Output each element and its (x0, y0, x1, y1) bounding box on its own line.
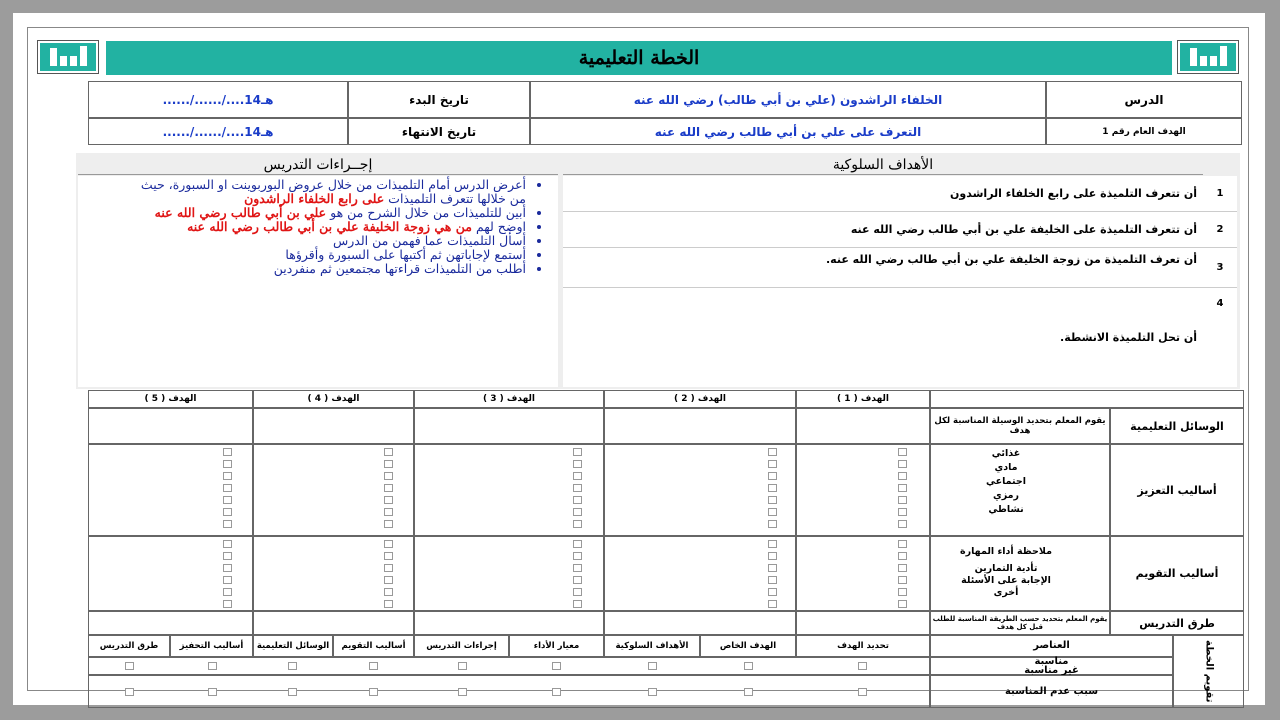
fit-checkbox[interactable] (744, 662, 753, 670)
reason-checkbox[interactable] (208, 688, 217, 696)
col-motivation-methods: أساليب التحفيز (170, 635, 253, 657)
page-frame (27, 27, 1249, 703)
objective-2: أن تتعرف التلميذة على الخليفة علي بن أبي طالب رضي الله عنه (563, 212, 1203, 248)
reinforce-checkbox[interactable] (573, 472, 582, 480)
eval-checkbox[interactable] (223, 564, 232, 572)
objectives-heading: الأهداف السلوكية (563, 155, 1203, 175)
means-goal-2[interactable] (604, 408, 796, 444)
reason-checkbox[interactable] (858, 688, 867, 696)
reinforce-checkbox[interactable] (384, 472, 393, 480)
eval-checkbox[interactable] (898, 540, 907, 548)
fit-checkbox[interactable] (125, 662, 134, 670)
means-goal-3[interactable] (414, 408, 604, 444)
end-date-value[interactable]: ....../....../....14هـ (88, 118, 348, 145)
means-goal-5[interactable] (88, 408, 253, 444)
eval-checkbox[interactable] (898, 576, 907, 584)
reinforce-checkbox[interactable] (384, 460, 393, 468)
procedure-1: • أعرض الدرس أمام التلميذات من خلال عروض البوربوينت او السبورة، حيث من خلالها تتعرف التلميذات على رابع الخلفاء الراشدون (138, 178, 526, 206)
methods-goal-4[interactable] (253, 611, 414, 635)
lesson-title: الخلفاء الراشدون (علي بن أبي طالب) رضي الله عنه (530, 81, 1046, 118)
reinforce-checkbox[interactable] (768, 508, 777, 516)
reinforce-checkbox[interactable] (384, 484, 393, 492)
unfit-label: غير مناسبة (1024, 665, 1079, 676)
eval-checkbox[interactable] (223, 600, 232, 608)
eval-checkbox[interactable] (223, 540, 232, 548)
eval-goal-1 (796, 536, 930, 611)
eval-option-exercises: تأدية التمارين (974, 563, 1038, 574)
col-teaching-aids: الوسائل التعليمية (253, 635, 333, 657)
start-date-label: تاريخ البدء (348, 81, 530, 118)
col-performance-standard: معيار الأداء (509, 635, 604, 657)
reinforce-checkbox[interactable] (384, 448, 393, 456)
eval-checkbox[interactable] (384, 600, 393, 608)
fit-checkbox[interactable] (552, 662, 561, 670)
objective-1: أن تتعرف التلميذة على رابع الخلفاء الراشدون (563, 176, 1203, 212)
fit-checkbox[interactable] (208, 662, 217, 670)
procedure-6: • أطلب من التلميذات قراءتها مجتمعين ثم منفردين (138, 262, 526, 276)
fit-checkbox[interactable] (288, 662, 297, 670)
reinforce-checkbox[interactable] (768, 496, 777, 504)
elements-label: العناصر (930, 635, 1173, 657)
eval-checkbox[interactable] (768, 576, 777, 584)
eval-checkbox[interactable] (223, 552, 232, 560)
fit-checkbox[interactable] (858, 662, 867, 670)
goal-4-header: الهدف ( 4 ) (253, 390, 414, 408)
eval-checkbox[interactable] (768, 600, 777, 608)
col-teaching-procedures: إجراءات التدريس (414, 635, 509, 657)
eval-checkbox[interactable] (384, 540, 393, 548)
eval-checkbox[interactable] (768, 564, 777, 572)
reinforce-checkbox[interactable] (573, 460, 582, 468)
methods-note: يقوم المعلم بتحديد حسب الطريقة المناسبة للطلب قبل كل هدف (930, 611, 1110, 635)
plan-evaluation-label: تقويم الخطة (1173, 635, 1244, 708)
start-date-value[interactable]: ....../....../....14هـ (88, 81, 348, 118)
reinforce-checkbox[interactable] (573, 520, 582, 528)
reinforce-checkbox[interactable] (384, 520, 393, 528)
eval-checkbox[interactable] (768, 588, 777, 596)
reinforce-checkbox[interactable] (898, 484, 907, 492)
reason-label: سبب عدم المناسبة (930, 675, 1173, 708)
reinforce-checkbox[interactable] (573, 484, 582, 492)
lesson-label: الدرس (1046, 81, 1242, 118)
reinforce-option-activity: نشاطي (988, 504, 1024, 515)
reinforce-options (930, 444, 1110, 536)
reinforce-checkbox[interactable] (898, 508, 907, 516)
reinforce-checkbox[interactable] (573, 508, 582, 516)
methods-goal-2[interactable] (604, 611, 796, 635)
reinforce-checkbox[interactable] (384, 508, 393, 516)
reason-checkbox[interactable] (744, 688, 753, 696)
objective-2-num: 2 (1203, 212, 1237, 248)
procedure-4: • أسأل التلميذات عما فهمن من الدرس (138, 234, 526, 248)
col-goal-definition: تحديد الهدف (796, 635, 930, 657)
means-goal-1[interactable] (796, 408, 930, 444)
goal-3-header: الهدف ( 3 ) (414, 390, 604, 408)
reinforce-checkbox[interactable] (898, 448, 907, 456)
reinforce-checkbox[interactable] (898, 472, 907, 480)
eval-checkbox[interactable] (898, 564, 907, 572)
objective-4: أن تحل التلميذة الانشطة. (1060, 331, 1197, 344)
procedure-2: • أبين للتلميذات من خلال الشرح من هو علي بن أبي طالب رضي الله عنه (138, 206, 526, 220)
reinforce-option-social: اجتماعي (985, 476, 1027, 487)
eval-checkbox[interactable] (898, 552, 907, 560)
eval-checkbox[interactable] (573, 564, 582, 572)
methods-goal-3[interactable] (414, 611, 604, 635)
eval-checkbox[interactable] (573, 576, 582, 584)
reinforce-checkbox[interactable] (223, 508, 232, 516)
eval-checkbox[interactable] (573, 552, 582, 560)
reinforce-checkbox[interactable] (573, 496, 582, 504)
procedure-3: • اوضح لهم من هي زوجة الخليفة علي بن أبي طالب رضي الله عنه (138, 220, 526, 234)
reinforce-checkbox[interactable] (223, 484, 232, 492)
reinforce-option-symbolic: رمزي (993, 490, 1019, 501)
eval-checkbox[interactable] (384, 552, 393, 560)
fit-checkbox[interactable] (369, 662, 378, 670)
col-teaching-methods: طرق التدريس (88, 635, 170, 657)
reinforce-checkbox[interactable] (898, 520, 907, 528)
eval-checkbox[interactable] (573, 588, 582, 596)
reinforce-option-food: غذائي (991, 448, 1021, 459)
general-goal: التعرف على علي بن أبي طالب رضي الله عنه (530, 118, 1046, 145)
eval-checkbox[interactable] (223, 588, 232, 596)
goal-1-header: الهدف ( 1 ) (796, 390, 930, 408)
means-label: الوسائل التعليمية (1110, 408, 1244, 444)
reinforce-checkbox[interactable] (898, 460, 907, 468)
reinforce-checkbox[interactable] (573, 448, 582, 456)
reason-checkbox[interactable] (552, 688, 561, 696)
eval-checkbox[interactable] (384, 564, 393, 572)
reason-checkbox[interactable] (288, 688, 297, 696)
goal-label: الهدف العام رقم 1 (1046, 118, 1242, 145)
eval-checkbox[interactable] (898, 600, 907, 608)
methods-goal-5[interactable] (88, 611, 253, 635)
methods-goal-1[interactable] (796, 611, 930, 635)
reason-checkbox[interactable] (125, 688, 134, 696)
reinforce-checkbox[interactable] (384, 496, 393, 504)
reason-checkbox[interactable] (648, 688, 657, 696)
reinforce-checkbox[interactable] (223, 448, 232, 456)
goal-2-header: الهدف ( 2 ) (604, 390, 796, 408)
eval-checkbox[interactable] (223, 576, 232, 584)
reason-checkbox[interactable] (458, 688, 467, 696)
eval-checkbox[interactable] (573, 600, 582, 608)
left-logo-icon (1178, 41, 1238, 73)
reinforce-checkbox[interactable] (768, 520, 777, 528)
eval-checkbox[interactable] (384, 588, 393, 596)
reinforce-goal-1 (796, 444, 930, 536)
grid-corner (930, 390, 1244, 408)
page-title: الخطة التعليمية (106, 41, 1172, 75)
eval-checkbox[interactable] (768, 552, 777, 560)
reinforce-checkbox[interactable] (768, 472, 777, 480)
objective-4-num: 4 (1216, 297, 1224, 309)
reinforce-checkbox[interactable] (768, 448, 777, 456)
right-logo-icon (38, 41, 98, 73)
procedures-list (78, 176, 558, 387)
eval-checkbox[interactable] (898, 588, 907, 596)
procedure-5: • أستمع لإجاباتهن ثم أكتبها على السبورة وأقرؤها (138, 248, 526, 262)
eval-option-other: أخرى (993, 587, 1019, 598)
eval-option-answers: الإجابة على الأسئلة (961, 575, 1051, 586)
reinforce-option-material: مادي (994, 462, 1018, 473)
goal-5-header: الهدف ( 5 ) (88, 390, 253, 408)
reinforce-checkbox[interactable] (768, 460, 777, 468)
fit-label: مناسبة (1034, 656, 1069, 667)
col-evaluation-methods: أساليب التقويم (333, 635, 414, 657)
reinforce-checkbox[interactable] (768, 484, 777, 492)
objective-3-num: 3 (1203, 248, 1237, 288)
eval-label: أساليب التقويم (1110, 536, 1244, 611)
objective-3: أن تعرف التلميذة من زوجة الخليفة علي بن أبي طالب رضي الله عنه. (563, 248, 1203, 288)
reason-checkbox[interactable] (369, 688, 378, 696)
reinforce-label: أساليب التعزيز (1110, 444, 1244, 536)
means-goal-4[interactable] (253, 408, 414, 444)
procedures-heading: إجــراءات التدريس (78, 155, 558, 175)
reinforce-checkbox[interactable] (898, 496, 907, 504)
fit-checkbox[interactable] (648, 662, 657, 670)
means-note: يقوم المعلم بتحديد الوسيلة المناسبة لكل هدف (930, 408, 1110, 444)
fit-checkbox[interactable] (458, 662, 467, 670)
lesson-plan-sheet (13, 13, 1265, 705)
methods-label: طرق التدريس (1110, 611, 1244, 635)
end-date-label: تاريخ الانتهاء (348, 118, 530, 145)
fit-labels (930, 657, 1173, 675)
eval-options (930, 536, 1110, 611)
reinforce-checkbox[interactable] (223, 520, 232, 528)
reinforce-checkbox[interactable] (223, 496, 232, 504)
eval-checkbox[interactable] (768, 540, 777, 548)
eval-checkbox[interactable] (384, 576, 393, 584)
col-special-goal: الهدف الخاص (700, 635, 796, 657)
eval-checkbox[interactable] (573, 540, 582, 548)
reinforce-checkbox[interactable] (223, 472, 232, 480)
eval-option-skill: ملاحظة أداء المهارة (960, 546, 1052, 557)
col-behavioral-goals: الأهداف السلوكية (604, 635, 700, 657)
reinforce-checkbox[interactable] (223, 460, 232, 468)
objective-1-num: 1 (1203, 176, 1237, 212)
